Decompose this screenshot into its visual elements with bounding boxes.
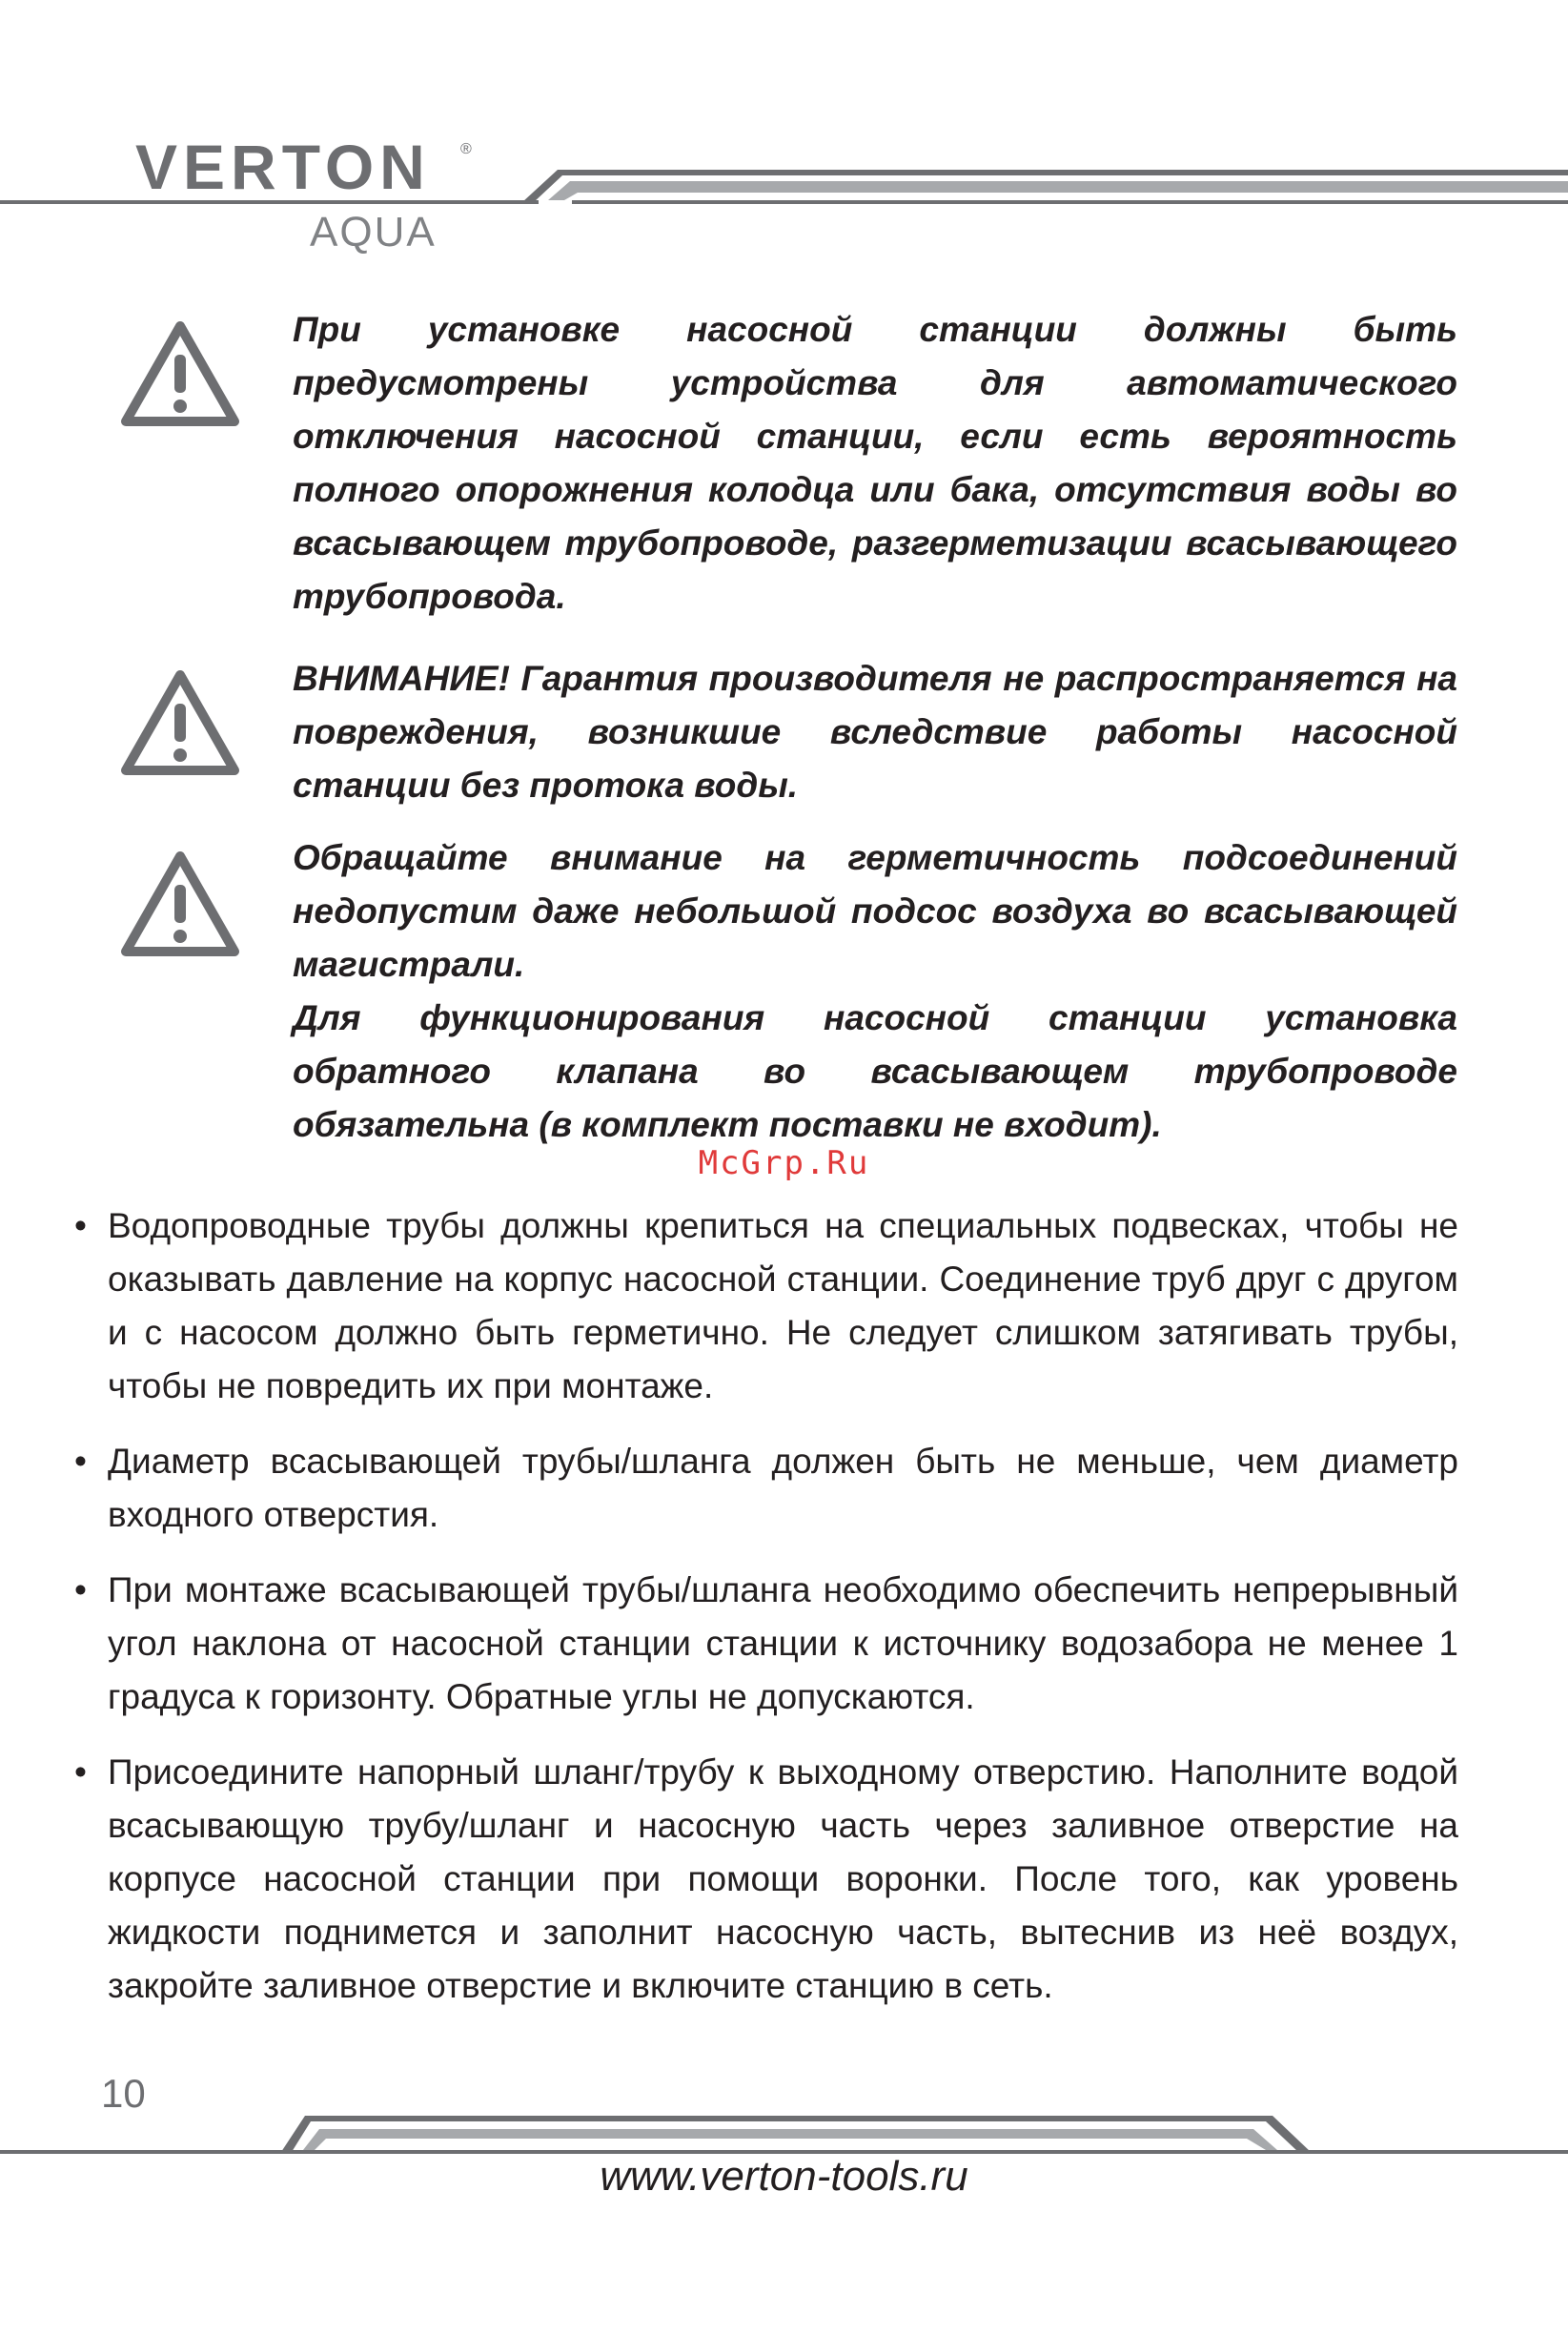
list-item-text: При монтаже всасывающей трубы/шланга необходимо обеспечить непрерывный угол наклона от насосной станции станции к источнику водозабора не менее 1 градуса к горизонту. Обратные углы не допускаются. [108, 1570, 1458, 1716]
list-item [74, 1435, 1458, 1542]
warning-text-1: При установке насосной станции должны быть предусмотрены устройства для автоматического отключения насосной станции, если есть вероятность полного опорожнения колодца или бака, отсутствия воды во всасывающем трубопроводе, разгерметизации всасывающего трубопровода. [293, 310, 1457, 616]
list-item [74, 1564, 1458, 1724]
list-item-text: Водопроводные трубы должны крепиться на специальных подвесках, чтобы не оказывать давление на корпус насосной станции. Соединение труб друг с другом и с насосом должно быть герметично. Не следует слишком затягивать трубы, чтобы не повредить их при монтаже. [108, 1206, 1458, 1405]
instruction-list [74, 1199, 1458, 2035]
footer-url[interactable]: www.verton-tools.ru [600, 2153, 968, 2200]
warning-triangle-icon [120, 850, 240, 957]
brand-sub-logo: AQUA [310, 209, 437, 256]
list-item-text: Присоедините напорный шланг/трубу к выходному отверстию. Наполните водой всасывающую трубу/шланг и насосную часть через заливное отверстие на корпусе насосной станции при помощи воронки. После того, как уровень жидкости поднимется и заполнит насосную часть, вытеснив из неё воздух, закройте заливное отверстие и включите станцию в сеть. [108, 1752, 1458, 2005]
registered-mark: ® [460, 141, 472, 157]
bullet-icon: • [74, 1442, 87, 1481]
warning-text-2: ВНИМАНИЕ! Гарантия производителя не распространяется на повреждения, возникшие вследствие работы насосной станции без протока воды. [293, 659, 1457, 805]
warning-triangle-icon [120, 669, 240, 776]
brand-logo: VERTON [135, 132, 431, 202]
bullet-icon: • [74, 1570, 87, 1609]
warning-triangle-icon [120, 320, 240, 427]
bullet-icon: • [74, 1752, 87, 1792]
list-item [74, 1746, 1458, 2013]
list-item-text: Диаметр всасывающей трубы/шланга должен быть не меньше, чем диаметр входного отверстия. [108, 1442, 1458, 1534]
watermark: McGrp.Ru [698, 1144, 870, 1182]
page-number: 10 [101, 2071, 146, 2116]
warning-text-3: Обращайте внимание на герметичность подсоединений недопустим даже небольшой подсос воздуха во всасывающей магистрали. [293, 838, 1457, 984]
bullet-icon: • [74, 1206, 87, 1245]
list-item [74, 1199, 1458, 1413]
warning-text-3b: Для функционирования насосной станции установка обратного клапана во всасывающем трубопроводе обязательна (в комплект поставки не входит). [293, 998, 1457, 1144]
